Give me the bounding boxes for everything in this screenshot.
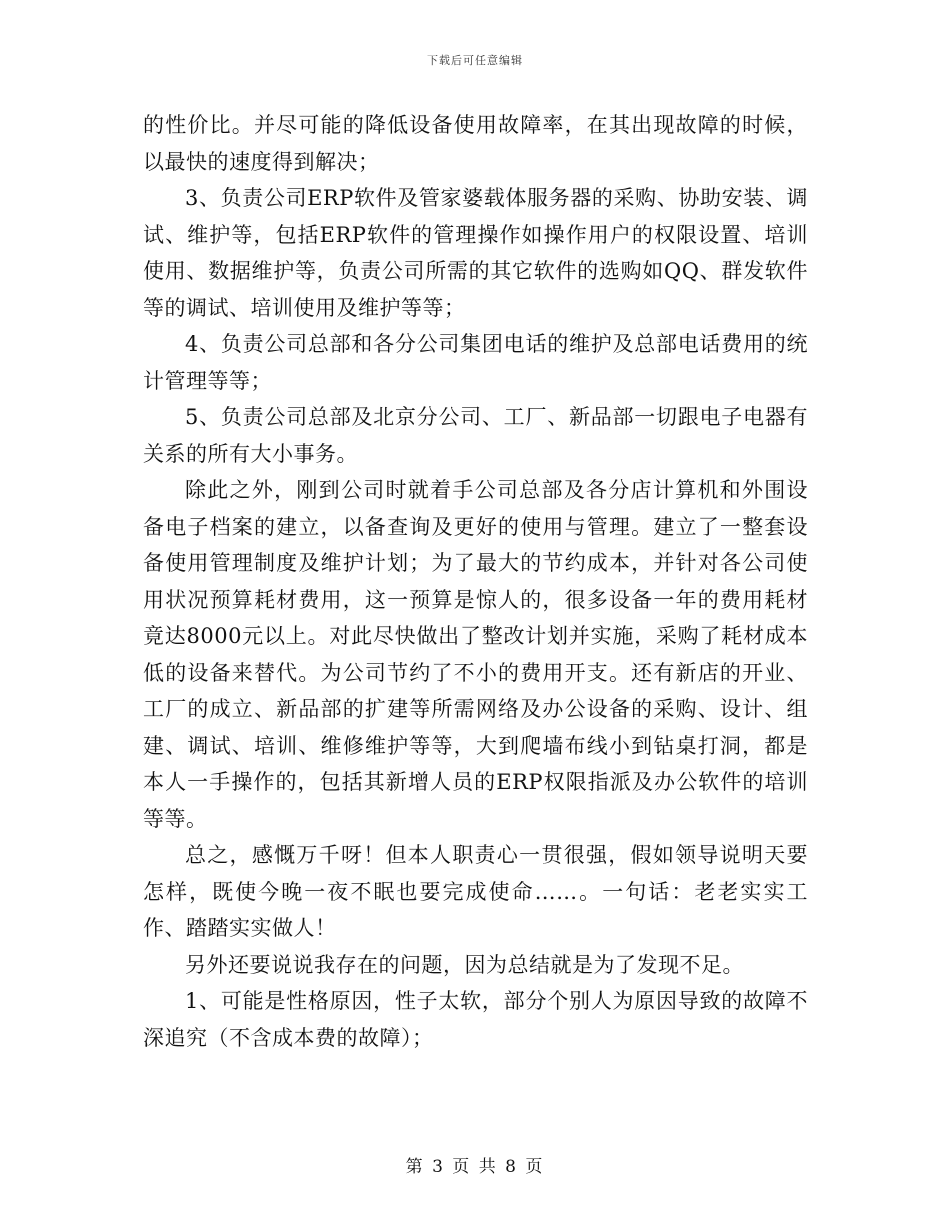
paragraph-item-3: 3、负责公司ERP软件及管家婆载体服务器的采购、协助安装、调试、维护等，包括ERP软件的管理操作如操作用户的权限设置、培训使用、数据维护等，负责公司所需的其它软件的选购如QQ、群发软件等的调试、培训使用及维护等等； [143,186,808,320]
paragraph-summary: 总之，感慨万千呀！但本人职责心一贯很强，假如领导说明天要怎样，既使今晚一夜不眠也要完成使命……。一句话：老老实实工作、踏踏实实做人！ [143,843,808,940]
paragraph-item-5: 5、负责公司总部及北京分公司、工厂、新品部一切跟电子电器有关系的所有大小事务。 [143,405,808,466]
paragraph-besides: 除此之外，刚到公司时就着手公司总部及各分店计算机和外围设备电子档案的建立，以备查询及更好的使用与管理。建立了一整套设备使用管理制度及维护计划；为了最大的节约成本，并针对各公司使用状况预算耗材费用，这一预算是惊人的，很多设备一年的费用耗材竟达8000元以上。对此尽快做出了整改计划并实施，采购了耗材成本低的设备来替代。为公司节约了不小的费用开支。还有新店的开业、工厂的成立、新品部的扩建等所需网络及办公设备的采购、设计、组建、调试、培训、维修维护等等，大到爬墙布线小到钻桌打洞，都是本人一手操作的，包括其新增人员的ERP权限指派及办公软件的培训等等。 [143,478,808,831]
page-header: 下载后可任意编辑 [427,54,523,67]
paragraph-problem-1: 1、可能是性格原因，性子太软，部分个别人为原因导致的故障不深追究（不含成本费的故障）； [143,989,808,1050]
paragraph-problems-intro: 另外还要说说我存在的问题，因为总结就是为了发现不足。 [185,952,744,977]
document-body [143,107,808,1056]
page-number-footer: 第 3 页 共 8 页 [405,1157,545,1177]
paragraph-item-4: 4、负责公司总部和各分公司集团电话的维护及总部电话费用的统计管理等等； [143,332,808,393]
paragraph-intro: 的性价比。并尽可能的降低设备使用故障率，在其出现故障的时候，以最快的速度得到解决； [143,113,808,174]
